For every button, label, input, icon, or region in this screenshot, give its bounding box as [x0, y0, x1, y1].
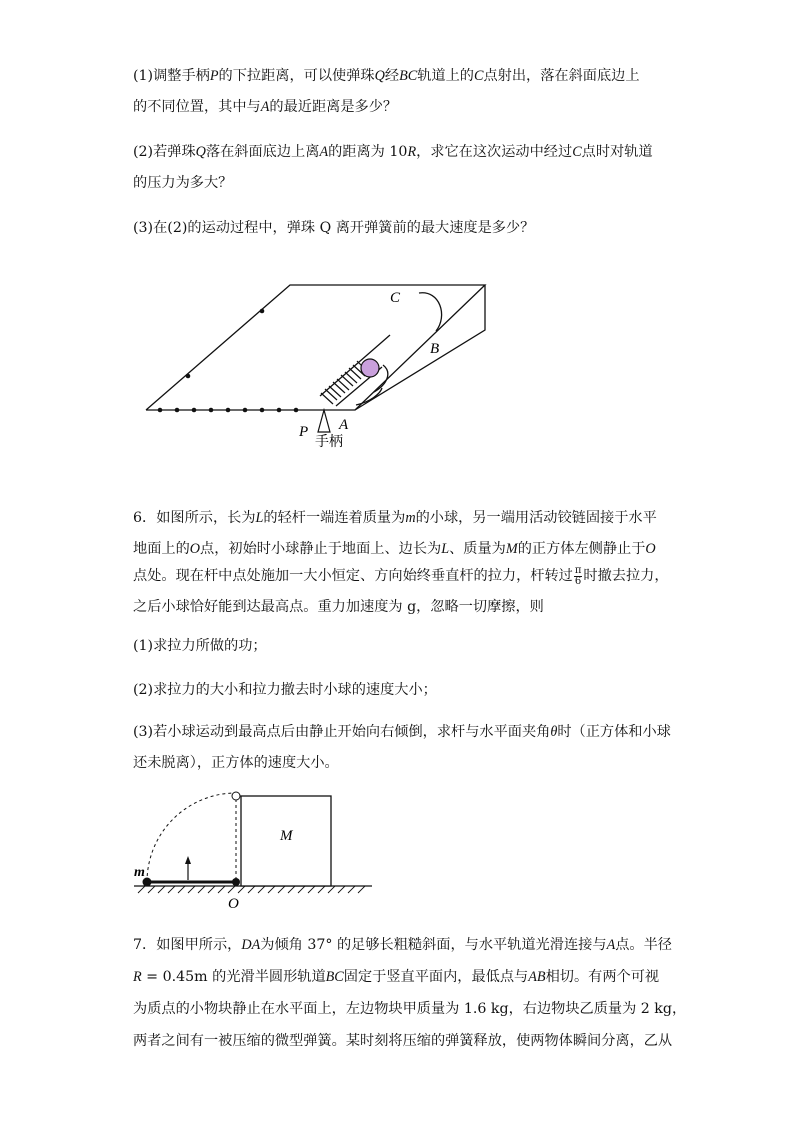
label-p: P — [299, 424, 309, 440]
label-handle: 手柄 — [315, 434, 343, 450]
label-o: O — [228, 896, 239, 912]
q7-line3: 为质点的小物块静止在水平面上，左边物块甲质量为 1.6 kg，右边物块乙质量为 2 kg， — [133, 1001, 687, 1017]
label-b: B — [430, 341, 440, 357]
label-m: m — [134, 865, 145, 880]
q7-line1: 7．如图甲所示，DA为倾角 37° 的足够长粗糙斜面，与水平轨道光滑连接与A点。半径 — [133, 937, 672, 953]
q5-part3: (3)在(2)的运动过程中，弹珠 Q 离开弹簧前的最大速度是多少？ — [133, 220, 535, 236]
peg-dots — [158, 309, 299, 413]
q6-line1: 6．如图所示，长为L的轻杆一端连着质量为m的小球，另一端用活动铰链固接于水平 — [133, 510, 657, 526]
q5-part1-line1: (1)调整手柄P的下拉距离，可以使弹珠Q经BC轨道上的C点射出，落在斜面底边上 — [133, 68, 640, 84]
handle-icon — [318, 410, 330, 432]
q6-figure — [0, 780, 794, 915]
q6-line3: 点处。现在杆中点处施加一大小恒定、方向始终垂直杆的拉力，杆转过 $\frac{\pi}{6}$ 时撤去拉力， — [133, 564, 669, 587]
q7-line4: 两者之间有一被压缩的微型弹簧。某时刻将压缩的弹簧释放，使两物体瞬间分离，乙从 — [133, 1033, 673, 1049]
arrow-up-icon — [185, 856, 191, 864]
label-a: A — [339, 417, 349, 433]
q6-line2: 地面上的O点，初始时小球静止于地面上、边长为L、质量为M的正方体左侧静止于O — [133, 541, 656, 557]
label-big-m: M — [280, 828, 293, 844]
q7-line2: R = 0.45m 的光滑半圆形轨道BC固定于竖直平面内，最低点与AB相切。有两个可视 — [133, 969, 660, 985]
ball-q — [361, 359, 379, 377]
label-c: C — [390, 290, 401, 306]
q6-sub3-line1: (3)若小球运动到最高点后由静止开始向右倾倒，求杆与水平面夹角θ时（正方体和小球 — [133, 724, 671, 740]
ground-hatch — [138, 886, 365, 893]
q5-figure — [0, 0, 794, 470]
pivot-o — [232, 878, 240, 886]
q6-line4: 之后小球恰好能到达最高点。重力加速度为 g，忽略一切摩擦，则 — [133, 599, 544, 615]
fraction-pi-over-6: $\frac{\pi}{6}$ — [574, 564, 582, 587]
q6-sub2: (2)求拉力的大小和拉力撤去时小球的速度大小； — [133, 682, 437, 698]
q5-part1-line2: 的不同位置，其中与A的最近距离是多少？ — [133, 99, 398, 115]
q5-part2-line1: (2)若弹珠Q落在斜面底边上离A的距离为 10R，求它在这次运动中经过C点时对轨道 — [133, 144, 653, 160]
trajectory-arc — [147, 793, 236, 882]
q6-sub1: (1)求拉力所做的功； — [133, 638, 267, 654]
q5-part2-line2: 的压力为多大？ — [133, 175, 233, 191]
q6-sub3-line2: 还未脱离），正方体的速度大小。 — [133, 755, 339, 771]
